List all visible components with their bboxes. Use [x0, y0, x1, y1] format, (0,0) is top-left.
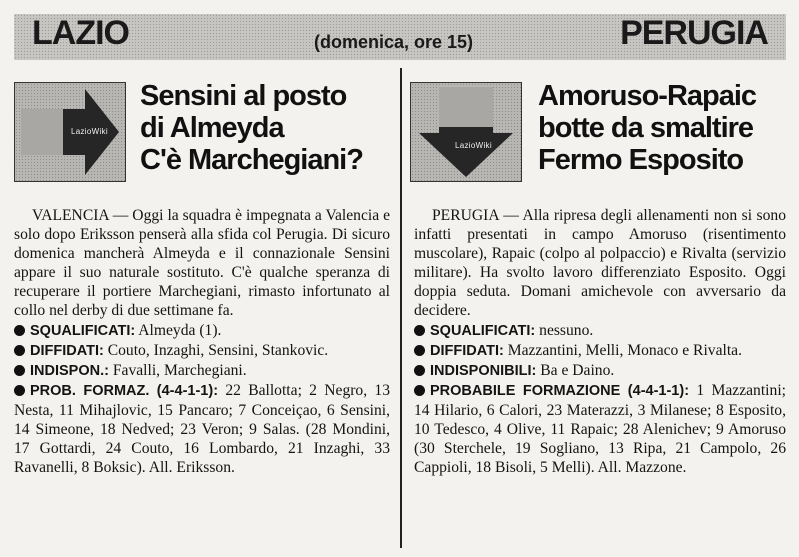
item-label: DIFFIDATI:	[30, 343, 104, 359]
item-text: Ba e Daino.	[536, 362, 615, 379]
item-label: PROB. FORMAZ. (4-4-1-1):	[30, 383, 219, 399]
match-banner	[14, 14, 786, 60]
formazione-item	[414, 381, 786, 477]
item-text: Favalli, Marchegiani.	[108, 362, 247, 379]
diffidati-item	[14, 341, 390, 361]
item-label: SQUALIFICATI:	[30, 323, 136, 339]
article-intro: VALENCIA — Oggi la squadra è impegnata a Valencia e solo dopo Eriksson penserà alla sfida col Perugia. Di sicuro domenica mancherà Almeyda e il connazionale Sensini appare il suo naturale sostituto. C'è qualche speranza di recuperare il portiere Marchegiani, rimasto infortunato al collo nel derby di due settimane fa.	[14, 207, 390, 319]
watermark-text: LazioWiki	[71, 127, 108, 136]
item-text: nessuno.	[535, 322, 594, 339]
item-label: INDISPONIBILI:	[430, 363, 537, 379]
headline-line: Amoruso-Rapaic	[538, 80, 757, 112]
right-headline	[538, 80, 788, 176]
headline-line: Sensini al posto	[140, 80, 347, 112]
article-intro: PERUGIA — Alla ripresa degli allenamenti non si sono infatti presentati in campo Amoruso (risentimento muscolare), Rapaic (colpo al polpaccio) e Rivalta (servizio militare). Ha svolto lavoro differenziato Esposito. Oggi doppia seduta. Domani amichevole con avversario da decidere.	[414, 207, 786, 319]
arrow-right-icon	[14, 82, 126, 182]
item-text: Couto, Inzaghi, Sensini, Stankovic.	[103, 342, 329, 359]
bullet-icon	[14, 385, 25, 396]
left-article-body	[14, 206, 390, 477]
bullet-icon	[414, 385, 425, 396]
item-text: Almeyda (1).	[135, 322, 222, 339]
item-label: DIFFIDATI:	[430, 343, 504, 359]
home-team-title: LAZIO	[32, 14, 129, 52]
squalificati-item	[14, 321, 390, 341]
match-date-time: (domenica, ore 15)	[314, 32, 474, 52]
formazione-item	[14, 381, 390, 477]
bullet-icon	[14, 325, 25, 336]
away-team-title: PERUGIA	[620, 14, 768, 52]
column-divider	[400, 68, 402, 548]
bullet-icon	[414, 365, 425, 376]
indisponibili-item	[14, 361, 390, 381]
right-article-body	[414, 206, 786, 477]
bullet-icon	[414, 325, 425, 336]
headline-line: botte da smaltire	[538, 112, 754, 144]
bullet-icon	[14, 345, 25, 356]
item-text: 1 Mazzantini; 14 Hilario, 6 Calori, 23 Materazzi, 3 Milanese; 8 Esposito, 10 Tedesco, 4 Olive, 11 Rapaic; 28 Alenichev; 9 Amoruso (30 Sterchele, 19 Sogliano, 13 Ripa, 21 Campolo, 26 Cappioli, 18 Bisoli, 5 Melli). All. Mazzone.	[414, 382, 786, 476]
item-label: PROBABILE FORMAZIONE (4-4-1-1):	[430, 383, 690, 399]
headline-line: C'è Marchegiani?	[140, 144, 363, 176]
watermark-text: LazioWiki	[455, 141, 492, 150]
headline-line: di Almeyda	[140, 112, 284, 144]
left-headline	[140, 80, 400, 176]
squalificati-item	[414, 321, 786, 341]
item-text: 22 Ballotta; 2 Negro, 13 Nesta, 11 Mihajlovic, 15 Pancaro; 7 Conceiçao, 6 Sensini, 14 Simeone, 18 Nedved; 23 Veron; 9 Salas. (28 Mondini, 17 Gottardi, 24 Couto, 16 Lombardo, 21 Inzaghi, 33 Ravanelli, 8 Boksic). All. Eriksson.	[14, 382, 391, 476]
item-text: Mazzantini, Melli, Monaco e Rivalta.	[503, 342, 742, 359]
bullet-icon	[14, 365, 25, 376]
item-label: SQUALIFICATI:	[430, 323, 536, 339]
diffidati-item	[414, 341, 786, 361]
indisponibili-item	[414, 361, 786, 381]
bullet-icon	[414, 345, 425, 356]
item-label: INDISPON.:	[30, 363, 109, 379]
headline-line: Fermo Esposito	[538, 144, 744, 176]
arrow-down-icon	[410, 82, 522, 182]
